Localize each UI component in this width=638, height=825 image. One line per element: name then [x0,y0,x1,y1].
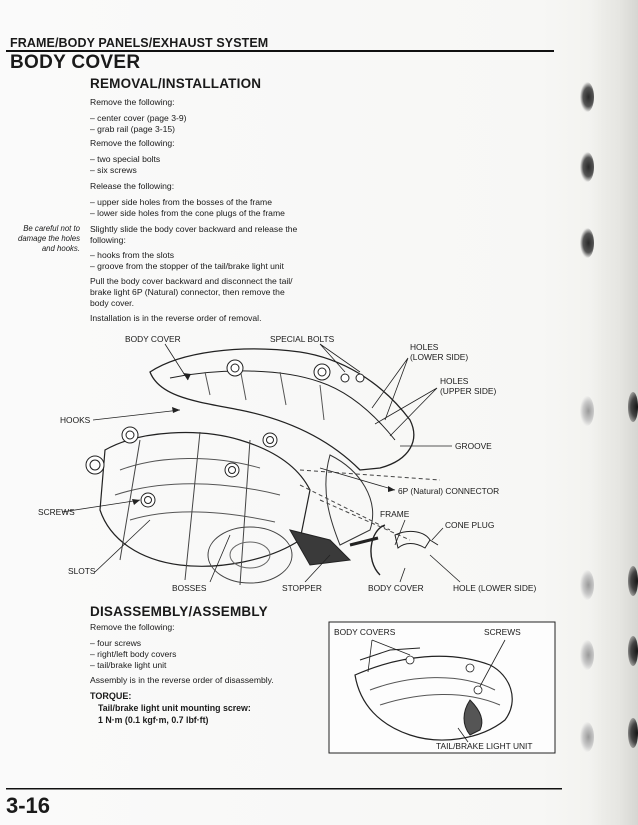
body-cover-outline [150,349,414,470]
inset-label-screws: SCREWS [484,627,521,637]
label-hooks: HOOKS [60,415,91,425]
label-body-cover: BODY COVER [125,334,181,344]
label-frame: FRAME [380,509,410,519]
install-text: Installation is in the reverse order of removal. [90,313,262,323]
label-line: (LOWER SIDE) [410,352,469,362]
pull-text: body cover. [90,298,134,308]
disassembly-heading: DISASSEMBLY/ASSEMBLY [90,604,268,619]
release-item: – lower side holes from the cone plugs of the frame [90,208,285,218]
inset-box [329,622,555,753]
remove-item: – center cover (page 3-9) [90,113,187,123]
label-body-cover-bottom: BODY COVER [368,583,424,593]
slide-item: – hooks from the slots [90,250,175,260]
remove-item: – grab rail (page 3-15) [90,124,176,134]
remove-item-2: – six screws [90,165,137,175]
label-line: HOLES [410,342,439,352]
label-hole-lower-side: HOLE (LOWER SIDE) [453,583,537,593]
label-bosses: BOSSES [172,583,207,593]
label-groove: GROOVE [455,441,492,451]
caution-line: damage the holes [18,234,80,243]
inset-label-tail-light: TAIL/BRAKE LIGHT UNIT [436,741,533,751]
special-bolt [341,374,349,382]
label-screws: SCREWS [38,507,75,517]
label-line: HOLES [440,376,469,386]
release-item: – upper side holes from the bosses of the frame [90,197,273,207]
slide-text: following: [90,235,126,245]
disassembly-item: – four screws [90,638,142,648]
removal-heading: REMOVAL/INSTALLATION [90,76,262,91]
page-number: 3-16 [6,793,51,818]
label-stopper: STOPPER [282,583,322,593]
torque-label: TORQUE: [90,691,132,701]
label-connector: 6P (Natural) CONNECTOR [398,486,500,496]
page-title: BODY COVER [10,52,141,73]
slide-item: – groove from the stopper of the tail/brake light unit [90,261,284,271]
special-bolt [356,374,364,382]
pull-text: brake light 6P (Natural) connector, then remove the [90,287,285,297]
frame-assembly [100,433,310,567]
label-cone-plug: CONE PLUG [445,520,495,530]
label-slots: SLOTS [68,566,96,576]
torque-item: Tail/brake light unit mounting screw: [98,703,251,713]
caution-line: Be careful not to [23,224,80,233]
remove-intro-2: Remove the following: [90,138,175,148]
label-special-bolts: SPECIAL BOLTS [270,334,335,344]
pull-text: Pull the body cover backward and disconnect the tail/ [90,276,293,286]
torque-value: 1 N·m (0.1 kgf·m, 0.7 lbf·ft) [98,715,209,725]
release-intro: Release the following: [90,181,175,191]
remove-intro: Remove the following: [90,97,175,107]
slide-text: Slightly slide the body cover backward and release the [90,224,298,234]
label-line: (UPPER SIDE) [440,386,497,396]
remove-item-2: – two special bolts [90,154,161,164]
disassembly-item: – tail/brake light unit [90,660,167,670]
inset-label-body-covers: BODY COVERS [334,627,396,637]
assembly-text: Assembly is in the reverse order of disassembly. [90,675,274,685]
section-header: FRAME/BODY PANELS/EXHAUST SYSTEM [10,36,269,50]
disassembly-intro: Remove the following: [90,622,175,632]
caution-line: and hooks. [41,244,80,253]
label-holes-lower [410,342,468,362]
disassembly-item: – right/left body covers [90,649,177,659]
label-holes-upper [440,376,496,396]
footer-rule [6,788,562,790]
